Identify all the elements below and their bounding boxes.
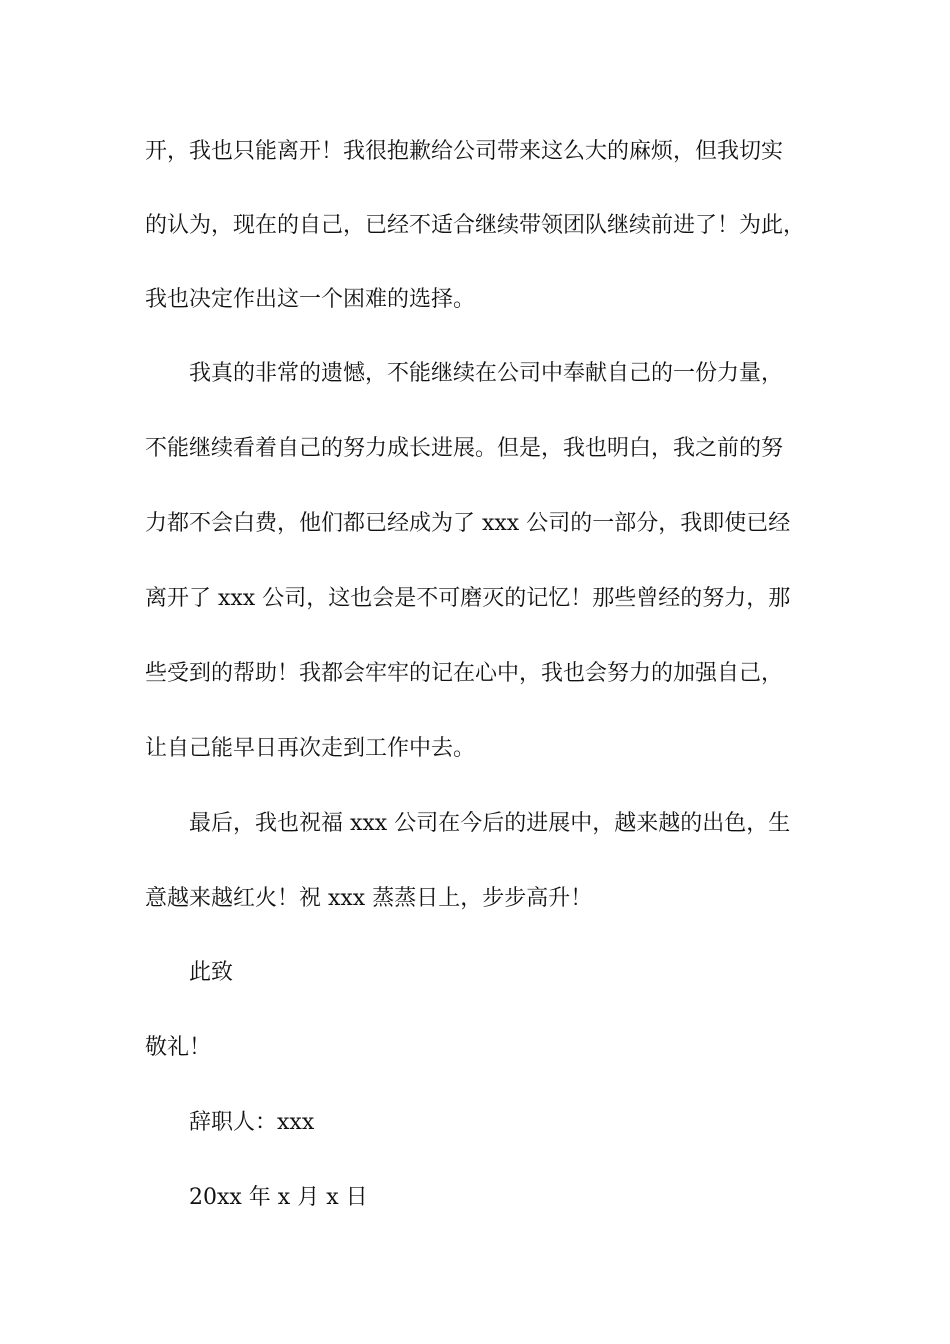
- closing-phrase: 此致: [189, 960, 234, 985]
- paragraph-line-10: 最后，我也祝福 xxx 公司在今后的进展中，越来越的出色，生: [189, 811, 791, 836]
- salutation: 敬礼！: [145, 1035, 212, 1060]
- paragraph-line-11: 意越来越红火！祝 xxx 蒸蒸日上，步步高升！: [145, 886, 593, 911]
- paragraph-line-9: 让自己能早日再次走到工作中去。: [145, 736, 476, 761]
- paragraph-line-7: 离开了 xxx 公司，这也会是不可磨灭的记忆！那些曾经的努力，那: [145, 586, 791, 611]
- paragraph-line-6: 力都不会白费，他们都已经成为了 xxx 公司的一部分，我即使已经: [145, 511, 791, 536]
- date: 20xx 年 x 月 x 日: [189, 1185, 368, 1210]
- paragraph-line-4: 我真的非常的遗憾，不能继续在公司中奉献自己的一份力量，: [189, 361, 784, 386]
- paragraph-line-3: 我也决定作出这一个困难的选择。: [145, 287, 476, 312]
- signature: 辞职人：xxx: [189, 1110, 315, 1135]
- paragraph-line-2: 的认为，现在的自己，已经不适合继续带领团队继续前进了！为此，: [145, 213, 806, 238]
- paragraph-line-5: 不能继续看着自己的努力成长进展。但是，我也明白，我之前的努: [145, 436, 784, 461]
- paragraph-line-8: 些受到的帮助！我都会牢牢的记在心中，我也会努力的加强自己，: [145, 661, 784, 686]
- paragraph-line-1: 开，我也只能离开！我很抱歉给公司带来这么大的麻烦，但我切实: [145, 139, 784, 164]
